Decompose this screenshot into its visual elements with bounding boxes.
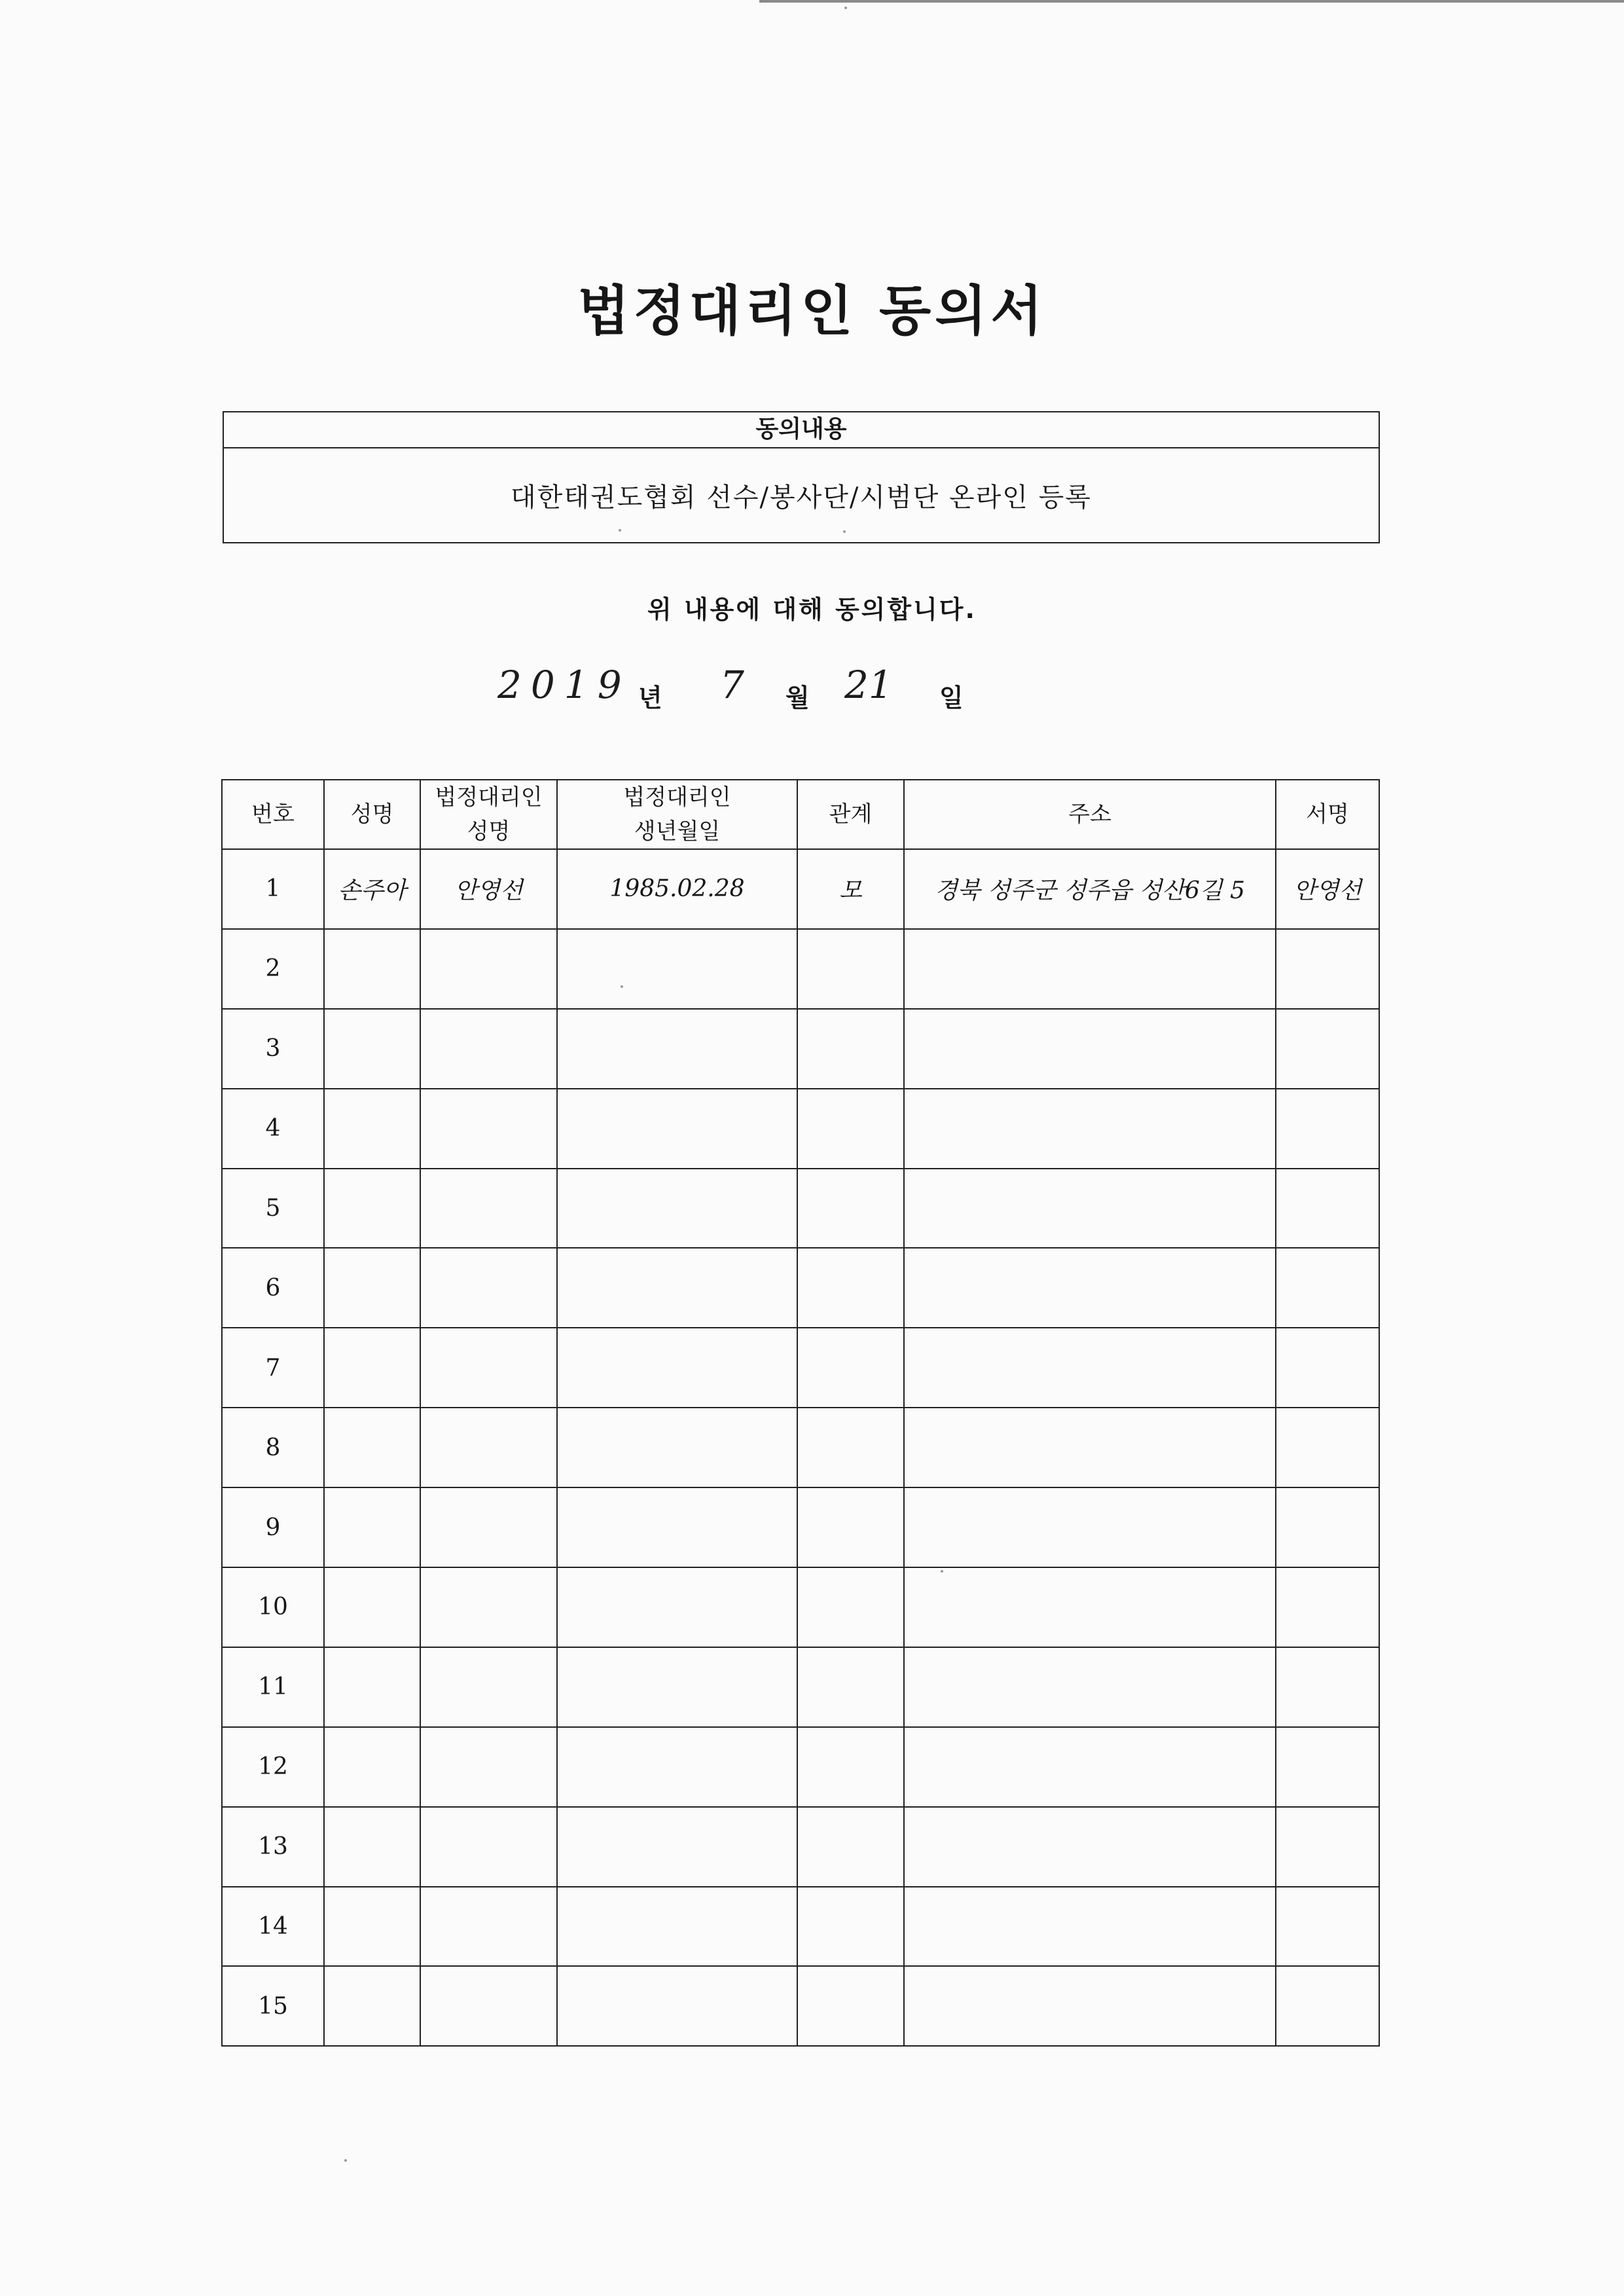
cell-name-handwritten: 손주아 xyxy=(324,849,420,929)
cell-no: 6 xyxy=(222,1248,324,1328)
consent-box xyxy=(223,411,1380,543)
cell-name xyxy=(324,1169,420,1248)
cell-name xyxy=(324,1408,420,1487)
scan-speck xyxy=(843,530,846,533)
cell-guardian-birth xyxy=(557,1009,797,1089)
cell-name xyxy=(324,1089,420,1169)
date-year-handwritten: 2019 xyxy=(497,663,631,707)
cell-signature xyxy=(1276,1169,1379,1248)
scan-edge-line xyxy=(759,0,1624,3)
cell-guardian-birth xyxy=(557,1169,797,1248)
cell-no: 8 xyxy=(222,1408,324,1487)
cell-relation-handwritten: 모 xyxy=(797,849,904,929)
cell-address xyxy=(904,1248,1276,1328)
cell-name xyxy=(324,1328,420,1408)
cell-address xyxy=(904,1807,1276,1887)
cell-no: 4 xyxy=(222,1089,324,1169)
header-address: 주소 xyxy=(904,780,1276,849)
cell-relation xyxy=(797,1408,904,1487)
table-row xyxy=(222,1647,1379,1727)
cell-guardian-birth xyxy=(557,1248,797,1328)
cell-address xyxy=(904,1966,1276,2046)
scan-speck xyxy=(941,1570,943,1573)
cell-name xyxy=(324,1966,420,2046)
cell-no: 13 xyxy=(222,1807,324,1887)
cell-guardian-birth xyxy=(557,929,797,1009)
cell-signature xyxy=(1276,1487,1379,1567)
header-name: 성명 xyxy=(324,780,420,849)
cell-relation xyxy=(797,1169,904,1248)
table-row xyxy=(222,1328,1379,1408)
table-row xyxy=(222,1169,1379,1248)
consent-box-header: 동의내용 xyxy=(224,412,1379,448)
cell-no: 11 xyxy=(222,1647,324,1727)
cell-signature xyxy=(1276,1408,1379,1487)
cell-guardian-birth xyxy=(557,1089,797,1169)
cell-guardian-birth xyxy=(557,1647,797,1727)
cell-address xyxy=(904,1647,1276,1727)
cell-relation xyxy=(797,929,904,1009)
table-row xyxy=(222,849,1379,929)
cell-no: 2 xyxy=(222,929,324,1009)
cell-guardian-name xyxy=(420,1009,557,1089)
consent-box-content: 대한태권도협회 선수/봉사단/시범단 온라인 등록 xyxy=(511,482,1092,513)
table-row xyxy=(222,1248,1379,1328)
cell-address xyxy=(904,929,1276,1009)
cell-relation xyxy=(797,1807,904,1887)
scan-speck xyxy=(844,7,847,9)
table-row xyxy=(222,1887,1379,1967)
table-header-row xyxy=(222,780,1379,849)
table-row xyxy=(222,1009,1379,1089)
date-day-unit: 일 xyxy=(939,683,964,712)
cell-no: 1 xyxy=(222,849,324,929)
cell-signature xyxy=(1276,1248,1379,1328)
cell-no: 10 xyxy=(222,1567,324,1647)
cell-relation xyxy=(797,1487,904,1567)
cell-address xyxy=(904,1009,1276,1089)
cell-guardian-name xyxy=(420,1567,557,1647)
cell-name xyxy=(324,1887,420,1967)
cell-guardian-birth xyxy=(557,1328,797,1408)
guardian-table xyxy=(221,779,1380,2047)
cell-guardian-name xyxy=(420,1248,557,1328)
cell-guardian-birth-handwritten: 1985.02.28 xyxy=(557,849,797,929)
cell-no: 14 xyxy=(222,1887,324,1967)
cell-signature xyxy=(1276,1887,1379,1967)
cell-guardian-birth xyxy=(557,1807,797,1887)
cell-address xyxy=(904,1567,1276,1647)
header-relation: 관계 xyxy=(797,780,904,849)
cell-address xyxy=(904,1408,1276,1487)
scan-speck xyxy=(344,2159,347,2162)
cell-relation xyxy=(797,1328,904,1408)
cell-no: 15 xyxy=(222,1966,324,2046)
header-no: 번호 xyxy=(222,780,324,849)
cell-relation xyxy=(797,1727,904,1807)
header-signature: 서명 xyxy=(1276,780,1379,849)
table-row xyxy=(222,1089,1379,1169)
cell-guardian-name-handwritten: 안영선 xyxy=(420,849,557,929)
cell-name xyxy=(324,1647,420,1727)
cell-guardian-birth xyxy=(557,1567,797,1647)
cell-address xyxy=(904,1328,1276,1408)
cell-no: 12 xyxy=(222,1727,324,1807)
cell-name xyxy=(324,1567,420,1647)
cell-guardian-name xyxy=(420,1169,557,1248)
cell-relation xyxy=(797,1089,904,1169)
cell-guardian-name xyxy=(420,1487,557,1567)
cell-guardian-name xyxy=(420,1727,557,1807)
cell-guardian-birth xyxy=(557,1408,797,1487)
header-guardian-name-line2: 성명 xyxy=(467,818,511,845)
cell-guardian-birth xyxy=(557,1727,797,1807)
header-guardian-birth-line2: 생년월일 xyxy=(634,818,721,845)
cell-signature xyxy=(1276,1966,1379,2046)
cell-no: 5 xyxy=(222,1169,324,1248)
cell-guardian-name xyxy=(420,929,557,1009)
cell-name xyxy=(324,1727,420,1807)
cell-name xyxy=(324,1009,420,1089)
header-guardian-birth xyxy=(557,780,797,849)
cell-address xyxy=(904,1089,1276,1169)
cell-name xyxy=(324,1248,420,1328)
cell-no: 3 xyxy=(222,1009,324,1089)
table-row xyxy=(222,1966,1379,2046)
date-day-handwritten: 21 xyxy=(844,663,893,707)
cell-relation xyxy=(797,1887,904,1967)
date-month-unit: 월 xyxy=(785,683,810,712)
cell-guardian-name xyxy=(420,1887,557,1967)
cell-signature xyxy=(1276,1807,1379,1887)
table-row xyxy=(222,1408,1379,1487)
cell-address xyxy=(904,1727,1276,1807)
table-row xyxy=(222,929,1379,1009)
header-guardian-name xyxy=(420,780,557,849)
cell-address-handwritten: 경북 성주군 성주읍 성산6길 5 xyxy=(904,849,1276,929)
table-row xyxy=(222,1487,1379,1567)
cell-signature xyxy=(1276,1328,1379,1408)
table-row xyxy=(222,1727,1379,1807)
scan-speck xyxy=(621,985,623,988)
cell-relation xyxy=(797,1966,904,2046)
cell-guardian-birth xyxy=(557,1966,797,2046)
agreement-text: 위 내용에 대해 동의합니다. xyxy=(647,595,977,624)
cell-signature xyxy=(1276,1567,1379,1647)
cell-signature xyxy=(1276,929,1379,1009)
document-title: 법정대리인 동의서 xyxy=(577,280,1047,342)
header-guardian-name-line1: 법정대리인 xyxy=(435,784,543,811)
cell-signature xyxy=(1276,1009,1379,1089)
cell-signature xyxy=(1276,1727,1379,1807)
cell-signature xyxy=(1276,1647,1379,1727)
date-year-unit: 년 xyxy=(638,683,662,712)
cell-relation xyxy=(797,1647,904,1727)
cell-name xyxy=(324,1807,420,1887)
table-row xyxy=(222,1807,1379,1887)
cell-no: 9 xyxy=(222,1487,324,1567)
cell-relation xyxy=(797,1248,904,1328)
cell-address xyxy=(904,1169,1276,1248)
cell-address xyxy=(904,1487,1276,1567)
header-guardian-birth-line1: 법정대리인 xyxy=(623,784,731,811)
cell-guardian-birth xyxy=(557,1487,797,1567)
date-month-handwritten: 7 xyxy=(720,663,744,707)
cell-guardian-name xyxy=(420,1647,557,1727)
cell-guardian-name xyxy=(420,1966,557,2046)
cell-relation xyxy=(797,1009,904,1089)
scan-speck xyxy=(619,529,621,532)
cell-guardian-birth xyxy=(557,1887,797,1967)
cell-no: 7 xyxy=(222,1328,324,1408)
cell-relation xyxy=(797,1567,904,1647)
cell-signature-handwritten: 안영선 xyxy=(1276,849,1379,929)
cell-signature xyxy=(1276,1089,1379,1169)
cell-name xyxy=(324,1487,420,1567)
cell-name xyxy=(324,929,420,1009)
cell-guardian-name xyxy=(420,1328,557,1408)
cell-guardian-name xyxy=(420,1089,557,1169)
table-row xyxy=(222,1567,1379,1647)
cell-guardian-name xyxy=(420,1408,557,1487)
cell-guardian-name xyxy=(420,1807,557,1887)
cell-address xyxy=(904,1887,1276,1967)
